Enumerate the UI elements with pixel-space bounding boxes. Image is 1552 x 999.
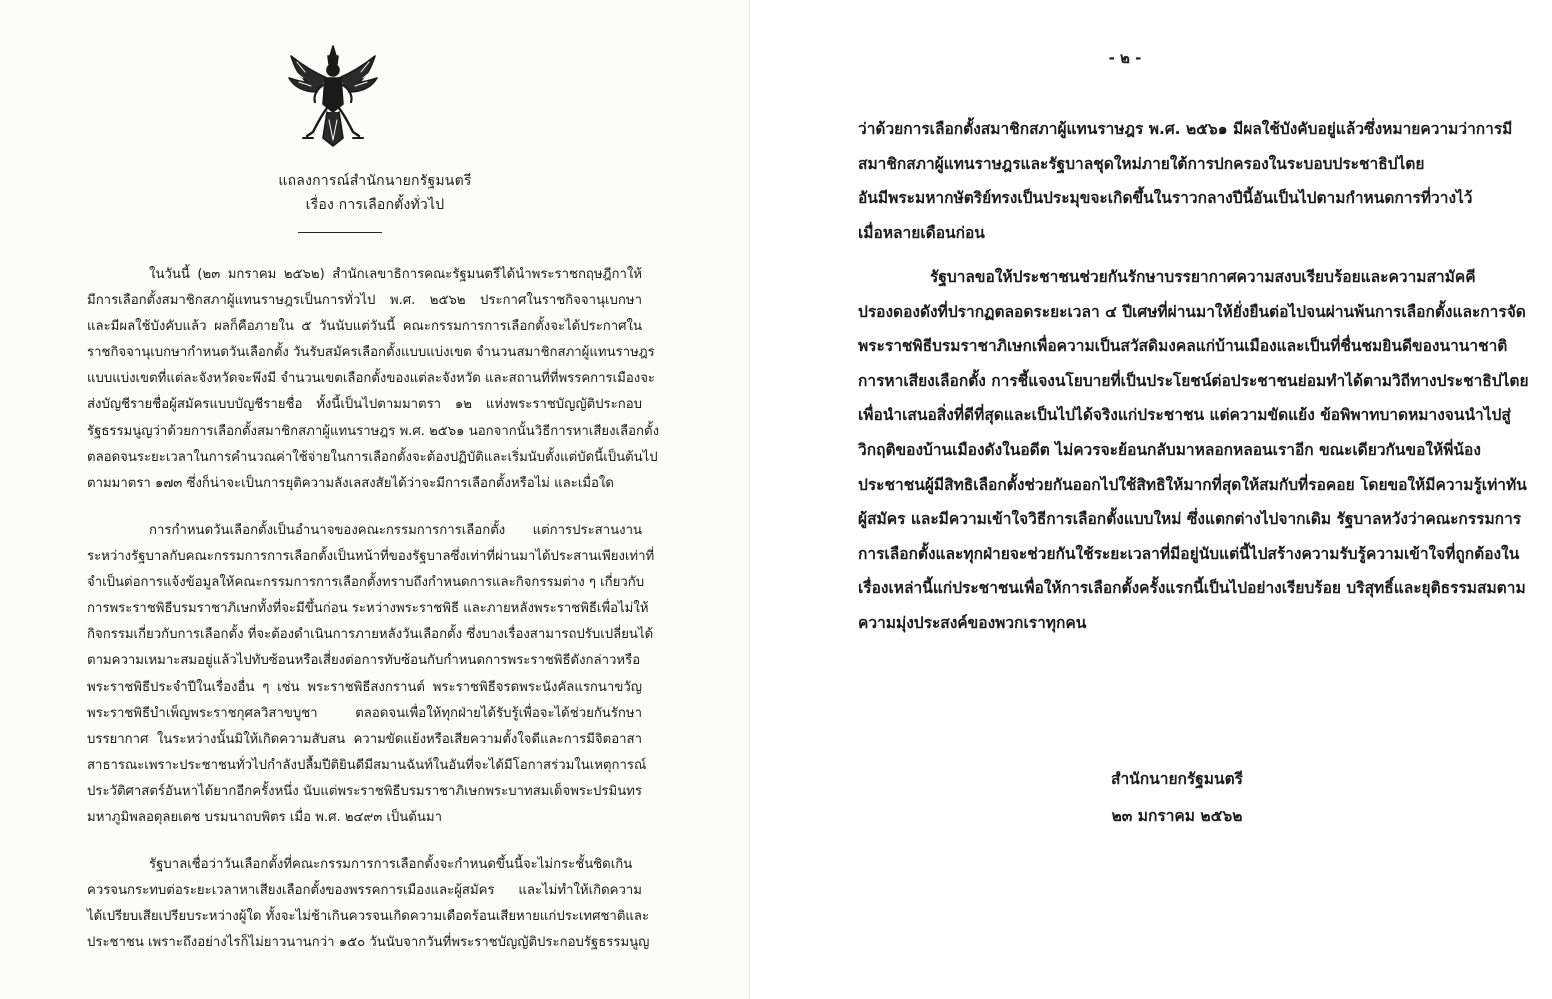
text-line: ตามมาตรา ๑๗๓ ซึ่งก็น่าจะเป็นการยุติความลังเลสงสัยได้ว่าจะมีการเลือกตั้งหรือไม่ และเมื่อใด	[87, 475, 614, 491]
document-page-2	[750, 0, 1529, 999]
text-line: เรื่องเหล่านี้แก่ประชาชนเพื่อให้การเลือกตั้งครั้งแรกนี้เป็นไปอย่างเรียบร้อย บริสุทธิ์และยุติธรรมสมตาม	[858, 579, 1526, 598]
text-line: ราชกิจจานุเบกษากำหนดวันเลือกตั้ง วันรับสมัครเลือกตั้งแบบแบ่งเขต จำนวนสมาชิกสภาผู้แทนราษฎร	[87, 345, 655, 361]
text-line: ในวันนี้ (๒๓ มกราคม ๒๕๖๒) สำนักเลขาธิการคณะรัฐมนตรีได้นำพระราชกฤษฎีกาให้	[149, 267, 642, 282]
signature-office: สำนักนายกรัฐมนตรี	[1111, 770, 1243, 788]
signature-date: ๒๓ มกราคม ๒๕๖๒	[1111, 807, 1243, 825]
announcement-title: แถลงการณ์สำนักนายกรัฐมนตรี	[278, 173, 472, 189]
text-line: การกำหนดวันเลือกตั้งเป็นอำนาจของคณะกรรมการการเลือกตั้ง แต่การประสานงาน	[149, 523, 642, 538]
text-line: ประชาชน เพราะถึงอย่างไรก็ไม่ยาวนานกว่า ๑๕๐ วันนับจากวันที่พระราชบัญญัติประกอบรัฐธรรมนูญ	[87, 935, 650, 951]
text-line: การเลือกตั้งและทุกฝ่ายจะช่วยกันใช้ระยะเวลาที่มีอยู่นับแต่นี้ไปสร้างความรับรู้ความเข้าใจที่ถูกต้องใน	[858, 544, 1520, 563]
text-line: มหาภูมิพลอดุลยเดช บรมนาถบพิตร เมื่อ พ.ศ. ๒๔๙๓ เป็นต้นมา	[87, 810, 442, 826]
page-number: - ๒ -	[1108, 49, 1142, 67]
text-line: เมื่อหลายเดือนก่อน	[858, 223, 985, 242]
text-line: การหาเสียงเลือกตั้ง การชี้แจงนโยบายที่เป็นประโยชน์ต่อประชาชนย่อมทำได้ตามวิถีทางประชาธิปไตย	[858, 371, 1529, 390]
text-line: ควรจนกระทบต่อระยะเวลาหาเสียงเลือกตั้งของพรรคการเมืองและผู้สมัคร และไม่ทำให้เกิดความ	[87, 883, 642, 899]
text-line: กิจกรรมเกี่ยวกับการเลือกตั้ง ที่จะต้องดำเนินการภายหลังวันเลือกตั้ง ซึ่งบางเรื่องสามารถปรับเปลี่ยนได้	[87, 627, 654, 643]
text-line: ว่าด้วยการเลือกตั้งสมาชิกสภาผู้แทนราษฎร พ.ศ. ๒๕๖๑ มีผลใช้บังคับอยู่แล้วซึ่งหมายความว่าการมี	[858, 120, 1513, 138]
left-paragraph-2	[87, 518, 655, 831]
text-line: พระราชพิธีประจำปีในเรื่องอื่น ๆ เช่น พระราชพิธีสงกรานต์ พระราชพิธีจรดพระนังคัลแรกนาขวัญ	[87, 679, 642, 695]
text-line: ความมุ่งประสงค์ของพวกเราทุกคน	[858, 613, 1087, 632]
text-line: การพระราชพิธีบรมราชาภิเษกทั้งที่จะมีขึ้นก่อน ระหว่างพระราชพิธี และภายหลังพระราชพิธีเพื่อไม่ให้	[87, 601, 649, 617]
text-line: รัฐธรรมนูญว่าด้วยการเลือกตั้งสมาชิกสภาผู้แทนราษฎร พ.ศ. ๒๕๖๑ นอกจากนั้นวิธีการหาเสียงเลือกตั้ง	[87, 423, 660, 439]
text-line: ประวัติศาสตร์อันหาได้ยากอีกครั้งหนึ่ง นับแต่พระราชพิธีบรมราชาภิเษกพระบาทสมเด็จพระปรมินทร	[87, 783, 642, 799]
right-paragraph-1	[858, 112, 1513, 250]
text-line: รัฐบาลเชื่อว่าวันเลือกตั้งที่คณะกรรมการการเลือกตั้งจะกำหนดขึ้นนี้จะไม่กระชั้นชิดเกิน	[149, 857, 633, 872]
text-line: รัฐบาลขอให้ประชาชนช่วยกันรักษาบรรยากาศความสงบเรียบร้อยและความสามัคคี	[930, 268, 1476, 286]
text-line: วิกฤติของบ้านเมืองดังในอดีต ไม่ควรจะย้อนกลับมาหลอกหลอนเราอีก ขณะเดียวกันขอให้พี่น้อง	[858, 440, 1481, 459]
text-line: ตลอดจนระยะเวลาในการคำนวณค่าใช้จ่ายในการเลือกตั้งจะต้องปฏิบัติและเริ่มนับตั้งแต่บัดนี้เป็นต้นไป	[87, 449, 658, 465]
text-line: เพื่อนำเสนอสิ่งที่ดีที่สุดและเป็นไปได้จริงแก่ประชาชน แต่ความขัดแย้ง ข้อพิพาทบาดหมางจนนำไปสู่	[858, 406, 1511, 425]
text-line: จำเป็นต่อการแจ้งข้อมูลให้คณะกรรมการการเลือกตั้งทราบถึงกำหนดการและกิจกรรมต่าง ๆ เกี่ยวกับ	[87, 575, 645, 591]
text-line: ประชาชนผู้มีสิทธิเลือกตั้งช่วยกันออกไปใช้สิทธิให้มากที่สุดให้สมกับที่รอคอย โดยขอให้มีความรู้เท่าทัน	[858, 475, 1527, 494]
text-line: สมาชิกสภาผู้แทนราษฎรและรัฐบาลชุดใหม่ภายใต้การปกครองในระบอบประชาธิปไตย	[858, 154, 1425, 173]
text-line: สาธารณะเพราะประชาชนทั่วไปกำลังปลื้มปีติยินดีมีสมานฉันท์ในอันที่จะได้มีโอกาสร่วมในเหตุการณ์	[87, 757, 647, 773]
text-line: อันมีพระมหากษัตริย์ทรงเป็นประมุขจะเกิดขึ้นในราวกลางปีนี้อันเป็นไปตามกำหนดการที่วางไว้	[858, 189, 1473, 208]
text-line: ผู้สมัคร และมีความเข้าใจวิธีการเลือกตั้งแบบใหม่ ซึ่งแตกต่างไปจากเดิม รัฐบาลหวังว่าคณะกรรมการ	[858, 510, 1522, 529]
text-line: ปรองดองดังที่ปรากฏตลอดระยะเวลา ๔ ปีเศษที่ผ่านมาให้ยั่งยืนต่อไปจนผ่านพ้นการเลือกตั้งและการจัด	[858, 302, 1526, 321]
left-paragraph-1	[87, 262, 660, 497]
left-paragraph-3	[87, 852, 650, 956]
text-line: พระราชพิธีบำเพ็ญพระราชกุศลวิสาขบูชา ตลอดจนเพื่อให้ทุกฝ่ายได้รับรู้เพื่อจะได้ช่วยกันรักษา	[87, 705, 642, 721]
text-line: มีการเลือกตั้งสมาชิกสภาผู้แทนราษฎรเป็นการทั่วไป พ.ศ. ๒๕๖๒ ประกาศในราชกิจจานุเบกษา	[87, 293, 642, 309]
text-line: แบบแบ่งเขตที่แต่ละจังหวัดจะพึงมี จำนวนเขตเลือกตั้งของแต่ละจังหวัด และสถานที่ที่พรรคการเมืองจะ	[87, 371, 656, 387]
text-line: บรรยากาศ ในระหว่างนั้นมิให้เกิดความสับสน ความขัดแย้งหรือเสียความตั้งใจดีและการมีจิตอาสา	[87, 731, 642, 747]
text-line: ส่งบัญชีรายชื่อผู้สมัครแบบบัญชีรายชื่อ ทั้งนี้เป็นไปตามมาตรา ๑๒ แห่งพระราชบัญญัติประกอบ	[87, 397, 642, 413]
text-line: และมีผลใช้บังคับแล้ว ผลก็คือภายใน ๕ วันนับแต่วันนี้ คณะกรรมการการเลือกตั้งจะได้ประกาศใน	[87, 319, 642, 335]
garuda-emblem-icon	[283, 42, 383, 150]
right-paragraph-2	[858, 260, 1529, 641]
text-line: ตามความเหมาะสมอยู่แล้วไปทับซ้อนหรือเสี่ยงต่อการทับซ้อนกับกำหนดการพระราชพิธีดังกล่าวหรือ	[87, 653, 641, 669]
document-page-1	[0, 0, 750, 999]
text-line: ได้เปรียบเสียเปรียบระหว่างผู้ใด ทั้งจะไม่ช้าเกินควรจนเกิดความเดือดร้อนเสียหายแก่ประเทศชาติและ	[87, 909, 650, 925]
text-line: ระหว่างรัฐบาลกับคณะกรรมการการเลือกตั้งเป็นหน้าที่ของรัฐบาลซึ่งเท่าที่ผ่านมาได้ประสานเพียงเท่าที่	[87, 549, 655, 565]
text-line: พระราชพิธีบรมราชาภิเษกเพื่อความเป็นสวัสดิมงคลแก่บ้านเมืองและเป็นที่ชื่นชมยินดีของนานาชาติ	[858, 337, 1508, 356]
title-divider	[298, 232, 382, 233]
announcement-subject: เรื่อง การเลือกตั้งทั่วไป	[305, 197, 445, 213]
